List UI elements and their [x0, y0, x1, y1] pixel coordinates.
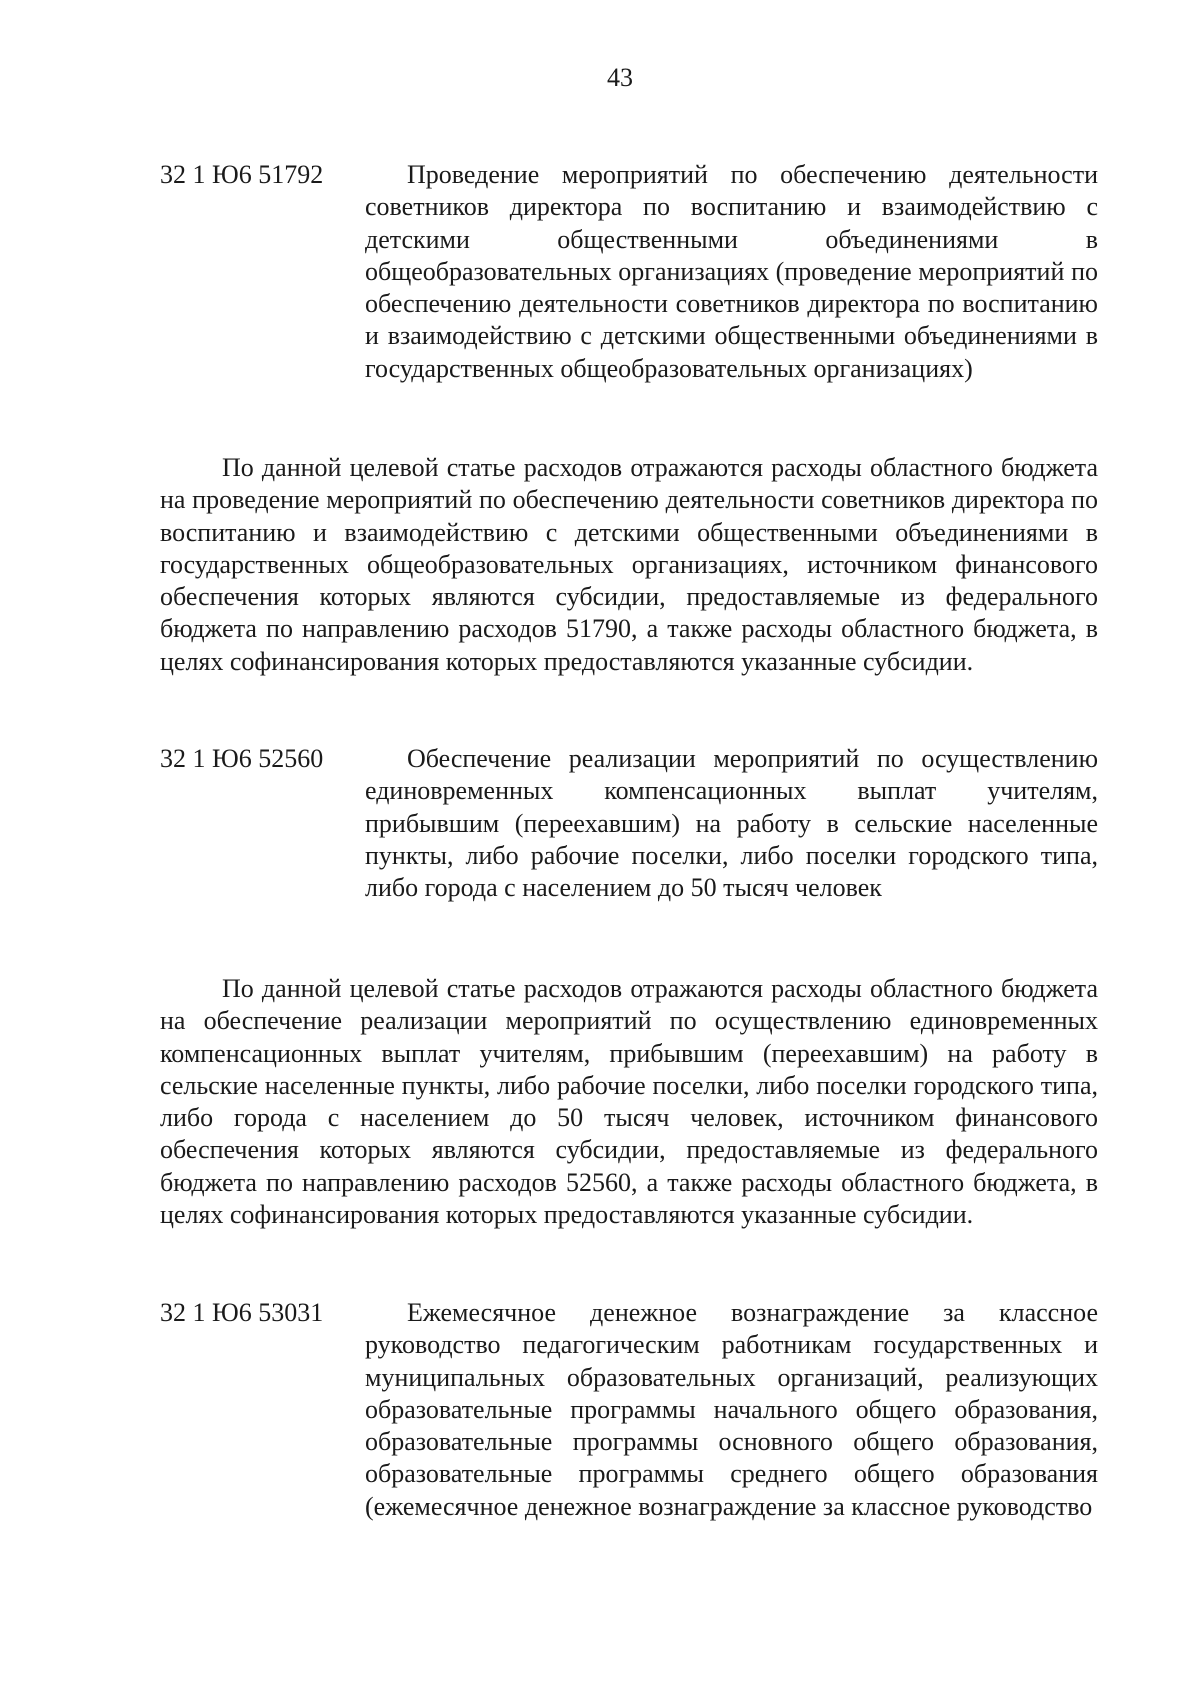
entry-title: Проведение мероприятий по обеспечению деятельности советников директора по воспитанию и взаимодействию с детскими общественными объединениями в общеобразовательных организациях (проведение мероприятий по обеспечению деятельности советников директора по воспитанию и взаимодействию с детскими общественными объединениями в государственных общеобразовательных организациях)	[365, 160, 1098, 383]
budget-entry-52560	[160, 743, 1098, 904]
entry-code: 32 1 Ю6 52560	[160, 744, 324, 773]
entry-title: Обеспечение реализации мероприятий по осуществлению единовременных компенсационных выплат учителям, прибывшим (переехавшим) на работу в сельские населенные пункты, либо рабочие поселки, либо поселки городского типа, либо города с населением до 50 тысяч человек	[365, 744, 1098, 903]
entry-title: Ежемесячное денежное вознаграждение за классное руководство педагогическим работникам государственных и муниципальных образовательных организаций, реализующих образовательные программы начального общего образования, образовательные программы основного общего образования, образовательные программы среднего общего образования (ежемесячное денежное вознаграждение за классное руководство	[365, 1298, 1098, 1521]
entry-description: По данной целевой статье расходов отражаются расходы областного бюджета на проведение мероприятий по обеспечению деятельности советников директора по воспитанию и взаимодействию с детскими общественными объединениями в государственных общеобразовательных организациях, источником финансового обеспечения которых являются субсидии, предоставляемые из федерального бюджета по направлению расходов 51790, а также расходы областного бюджета, в целях софинансирования которых предоставляются указанные субсидии.	[160, 453, 1098, 676]
entry-description: По данной целевой статье расходов отражаются расходы областного бюджета на обеспечение реализации мероприятий по осуществлению единовременных компенсационных выплат учителям, прибывшим (переехавшим) на работу в сельские населенные пункты, либо рабочие поселки, либо поселки городского типа, либо города с населением до 50 тысяч человек, источником финансового обеспечения которых являются субсидии, предоставляемые из федерального бюджета по направлению расходов 52560, а также расходы областного бюджета, в целях софинансирования которых предоставляются указанные субсидии.	[160, 974, 1098, 1230]
page-number: 43	[607, 63, 633, 92]
budget-entry-51792	[160, 159, 1098, 385]
entry-code: 32 1 Ю6 51792	[160, 160, 324, 189]
budget-entry-53031	[160, 1297, 1098, 1523]
entry-code: 32 1 Ю6 53031	[160, 1298, 324, 1327]
